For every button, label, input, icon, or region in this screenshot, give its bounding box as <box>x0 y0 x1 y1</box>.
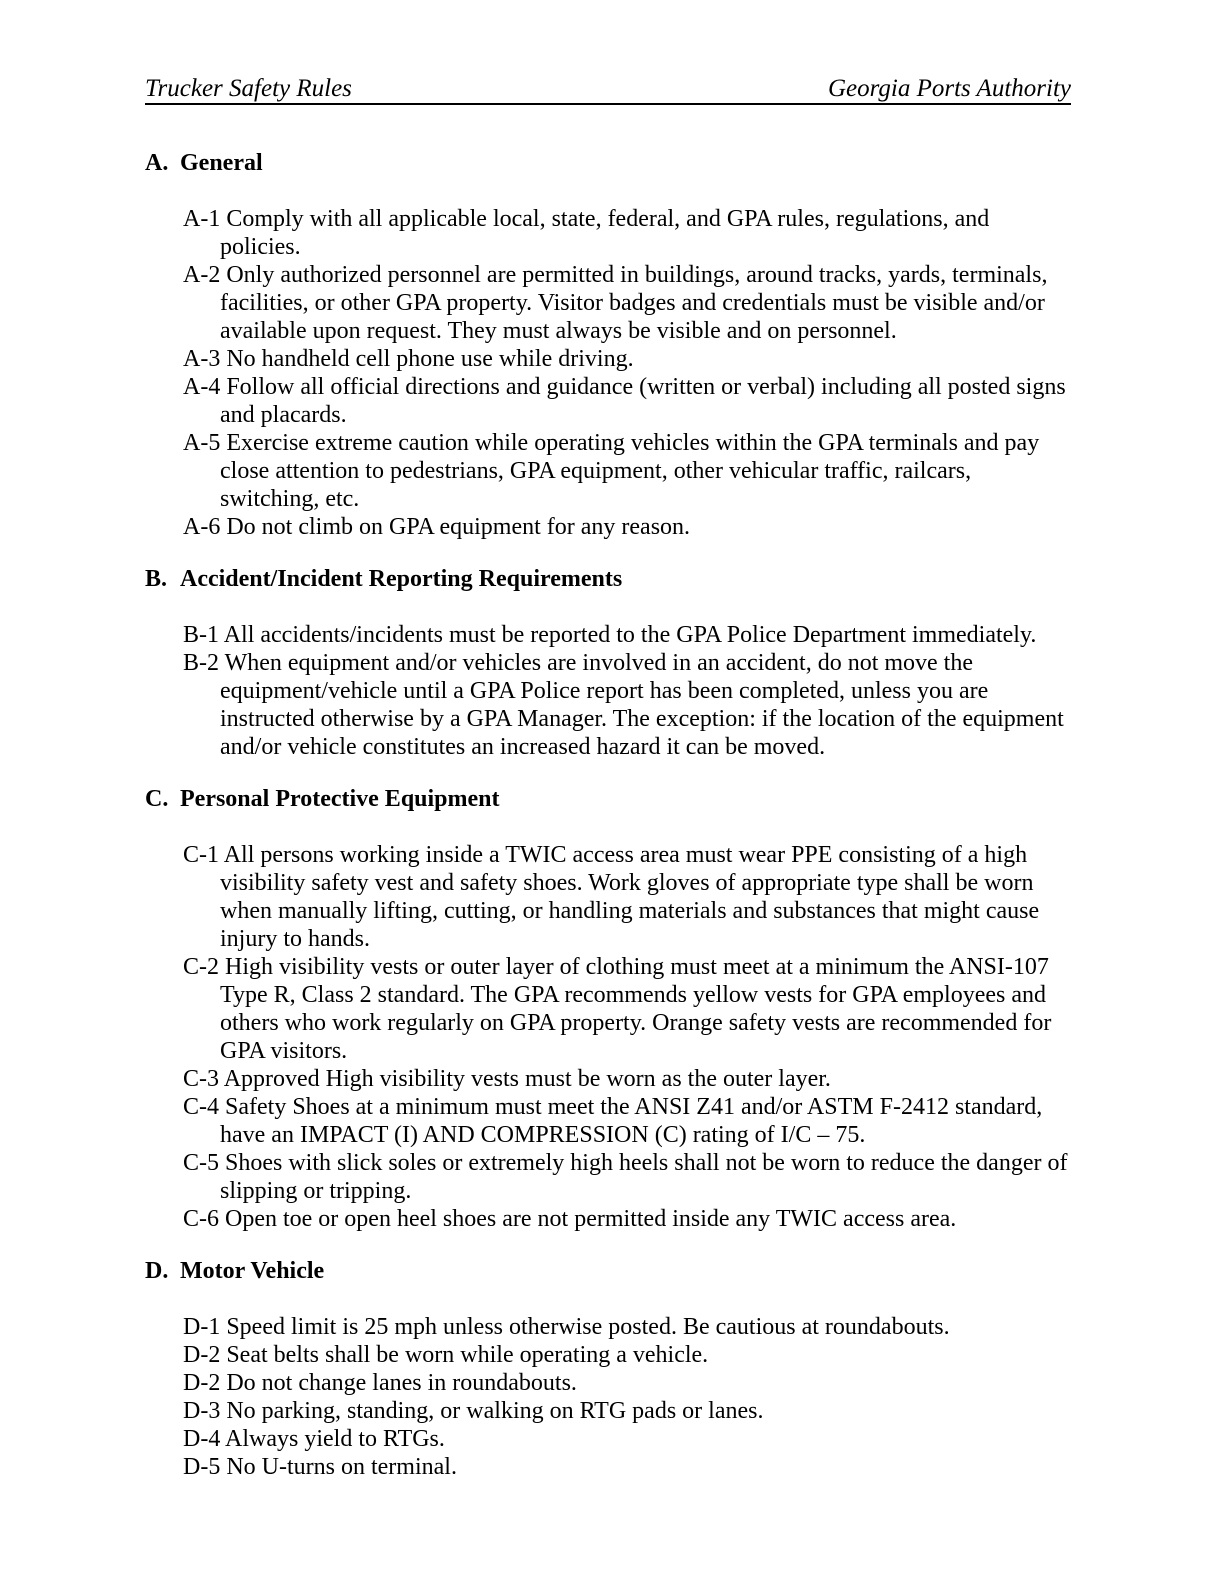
document-content <box>145 75 1071 1481</box>
document-header <box>145 75 1071 105</box>
rule-label: D-5 <box>183 1454 221 1480</box>
rule-text: Approved High visibility vests must be worn as the outer layer. <box>223 1066 831 1092</box>
rules-section <box>145 565 1071 761</box>
rule-text: Shoes with slick soles or extremely high heels shall not be worn to reduce the danger of slipping or tripping. <box>220 1150 1068 1204</box>
section-heading <box>145 1257 1071 1285</box>
rule-item <box>183 1093 1071 1149</box>
rule-item <box>183 953 1071 1065</box>
rule-item <box>183 841 1071 953</box>
rules-list <box>183 621 1071 761</box>
rule-text: No U-turns on terminal. <box>226 1454 457 1480</box>
header-left-title: Trucker Safety Rules <box>145 75 352 102</box>
rule-item <box>183 621 1071 649</box>
rule-item <box>183 513 1071 541</box>
header-right-title: Georgia Ports Authority <box>827 75 1071 102</box>
rule-label: D-1 <box>183 1314 221 1340</box>
rule-label: D-4 <box>183 1426 221 1452</box>
rules-section <box>145 785 1071 1233</box>
rule-label: D-3 <box>183 1398 221 1424</box>
rule-text: Follow all official directions and guidance (written or verbal) including all posted signs and placards. <box>220 374 1066 428</box>
section-letter: A. <box>145 150 169 176</box>
section-heading <box>145 149 1071 177</box>
rule-text: Exercise extreme caution while operating vehicles within the GPA terminals and pay close attention to pedestrians, GPA equipment, other vehicular traffic, railcars, switching, etc. <box>220 430 1040 512</box>
rule-label: B-2 <box>183 650 219 676</box>
rule-item <box>183 1369 1071 1397</box>
rule-item <box>183 205 1071 261</box>
rules-list <box>183 841 1071 1233</box>
rule-item <box>183 345 1071 373</box>
section-title: Accident/Incident Reporting Requirements <box>180 566 623 592</box>
rule-item <box>183 1149 1071 1205</box>
document-body <box>145 149 1071 1481</box>
section-title: Personal Protective Equipment <box>180 786 500 812</box>
rule-item <box>183 1341 1071 1369</box>
rule-item <box>183 1065 1071 1093</box>
rule-label: A-6 <box>183 514 221 540</box>
rule-text: Do not change lanes in roundabouts. <box>226 1370 577 1396</box>
rule-text: Seat belts shall be worn while operating a vehicle. <box>226 1342 709 1368</box>
rule-label: A-3 <box>183 346 221 372</box>
section-title: Motor Vehicle <box>180 1258 325 1284</box>
rule-text: Open toe or open heel shoes are not permitted inside any TWIC access area. <box>225 1206 957 1232</box>
section-letter: D. <box>145 1258 169 1284</box>
rule-label: D-2 <box>183 1370 221 1396</box>
rule-label: C-4 <box>183 1094 219 1120</box>
rule-text: Safety Shoes at a minimum must meet the ANSI Z41 and/or ASTM F-2412 standard, have an IMPACT (I) AND COMPRESSION (C) rating of I/C – 75. <box>220 1094 1043 1148</box>
rules-list <box>183 205 1071 541</box>
rule-text: Speed limit is 25 mph unless otherwise posted. Be cautious at roundabouts. <box>226 1314 950 1340</box>
rule-label: C-3 <box>183 1066 219 1092</box>
rule-text: No handheld cell phone use while driving. <box>226 346 634 372</box>
rule-item <box>183 1453 1071 1481</box>
section-heading <box>145 785 1071 813</box>
rule-text: No parking, standing, or walking on RTG pads or lanes. <box>226 1398 764 1424</box>
rule-item <box>183 1205 1071 1233</box>
rule-item <box>183 1313 1071 1341</box>
rule-label: C-6 <box>183 1206 219 1232</box>
rule-item <box>183 429 1071 513</box>
rule-item <box>183 649 1071 761</box>
rule-text: Always yield to RTGs. <box>225 1426 445 1452</box>
section-letter: B. <box>145 566 168 592</box>
rule-label: A-1 <box>183 206 221 232</box>
rule-label: A-2 <box>183 262 221 288</box>
rule-text: Comply with all applicable local, state, federal, and GPA rules, regulations, and policies. <box>220 206 990 260</box>
rule-label: C-5 <box>183 1150 219 1176</box>
section-letter: C. <box>145 786 169 812</box>
rule-label: C-1 <box>183 842 219 868</box>
rule-text: High visibility vests or outer layer of clothing must meet at a minimum the ANSI-107 Type R, Class 2 standard. The GPA recommends yellow vests for GPA employees and others who work regularly on GPA property. Orange safety vests are recommended for GPA visitors. <box>220 954 1052 1064</box>
rule-text: When equipment and/or vehicles are involved in an accident, do not move the equipment/vehicle until a GPA Police report has been completed, unless you are instructed otherwise by a GPA Manager. The exception: if the location of the equipment and/or vehicle constitutes an increased hazard it can be moved. <box>220 650 1064 760</box>
rule-text: Do not climb on GPA equipment for any reason. <box>226 514 691 540</box>
section-title: General <box>180 150 263 176</box>
section-heading <box>145 565 1071 593</box>
rule-text: Only authorized personnel are permitted in buildings, around tracks, yards, terminals, facilities, or other GPA property. Visitor badges and credentials must be visible and/or available upon request. They must always be visible and on personnel. <box>220 262 1048 344</box>
rule-label: A-5 <box>183 430 221 456</box>
rule-text: All persons working inside a TWIC access area must wear PPE consisting of a high visibility safety vest and safety shoes. Work gloves of appropriate type shall be worn when manually lifting, cutting, or handling materials and substances that might cause injury to hands. <box>220 842 1040 952</box>
rule-label: B-1 <box>183 622 219 648</box>
rule-item <box>183 261 1071 345</box>
rule-label: A-4 <box>183 374 221 400</box>
rules-section <box>145 149 1071 541</box>
rule-item <box>183 1425 1071 1453</box>
rule-text: All accidents/incidents must be reported to the GPA Police Department immediately. <box>223 622 1037 648</box>
rule-label: C-2 <box>183 954 219 980</box>
rule-label: D-2 <box>183 1342 221 1368</box>
rule-item <box>183 1397 1071 1425</box>
rules-list <box>183 1313 1071 1481</box>
rule-item <box>183 373 1071 429</box>
rules-section <box>145 1257 1071 1481</box>
